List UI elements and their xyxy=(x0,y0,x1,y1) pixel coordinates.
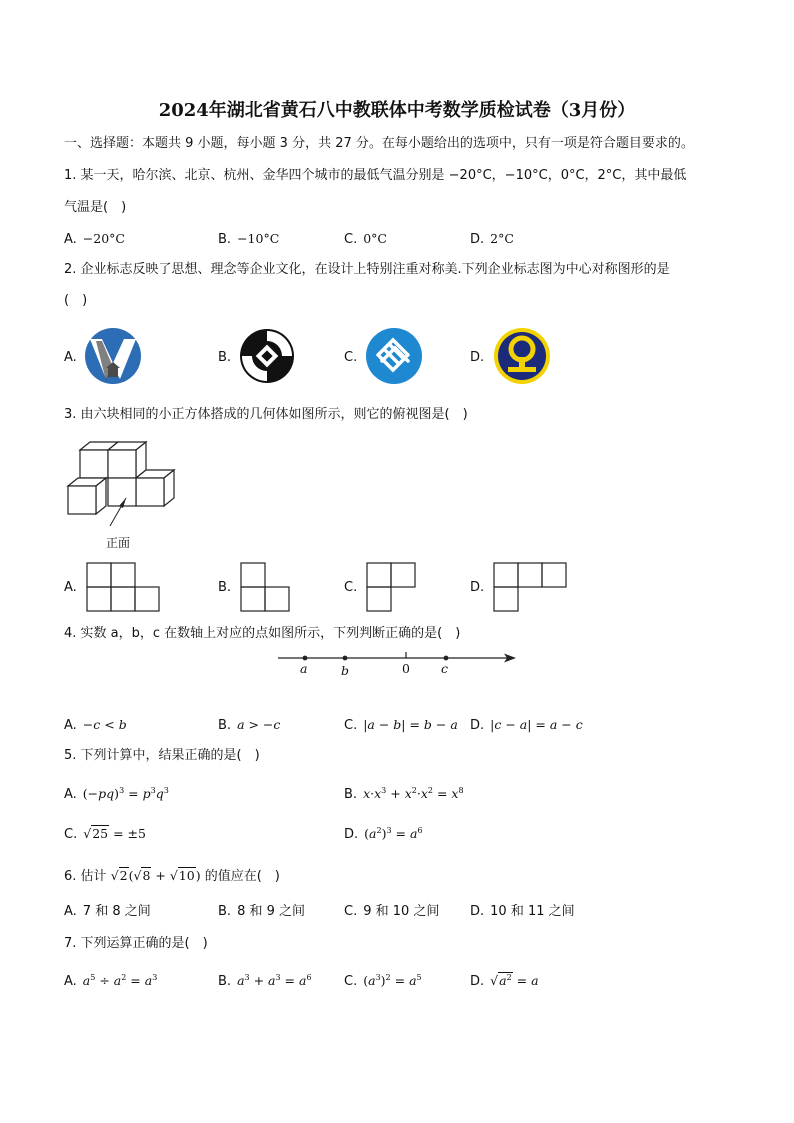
black-swirl-logo-icon xyxy=(238,327,296,385)
q2-option-c-label[interactable]: C. xyxy=(344,350,358,365)
q1-option-a[interactable]: A. −20°C xyxy=(64,231,125,247)
q6-option-d[interactable]: D. 10 和 11 之间 xyxy=(470,904,575,919)
q5-option-a[interactable]: A. $(-pq)^3 = p^3q^3$ xyxy=(64,786,169,802)
q6-option-b[interactable]: B. 8 和 9 之间 xyxy=(218,904,306,919)
q3-option-b-label[interactable]: B. xyxy=(218,580,232,595)
q1-option-d[interactable]: D. 2°C xyxy=(470,231,514,247)
q1-stem-line1: 1. 某一天，哈尔滨、北京、杭州、金华四个城市的最低气温分别是 −20°C，−10°C，0°C，2°C，其中最低 xyxy=(64,168,687,183)
q3-stem: 3. 由六块相同的小正方体搭成的几何体如图所示，则它的俯视图是( ) xyxy=(64,407,468,422)
railway-logo-icon xyxy=(492,327,552,385)
q6-option-c[interactable]: C. 9 和 10 之间 xyxy=(344,904,440,919)
q6-option-a[interactable]: A. 7 和 8 之间 xyxy=(64,904,151,919)
q3-option-a-grid xyxy=(86,562,162,612)
q3-option-a-label[interactable]: A. xyxy=(64,580,77,595)
q7-option-d[interactable]: D. $√a^2 = a$ xyxy=(470,973,539,989)
axis-label-zero: 0 xyxy=(402,661,410,676)
q7-option-b[interactable]: B. $a^3 + a^3 = a^6$ xyxy=(218,973,312,989)
q1-stem-line2: 气温是( ) xyxy=(64,200,127,215)
q5-option-c[interactable]: C. √25 = ±5 xyxy=(64,826,146,842)
page-title: 2024年湖北省黄石八中教联体中考数学质检试卷（3月份） xyxy=(158,100,636,121)
cube-solid-figure xyxy=(64,436,184,536)
q4-option-d[interactable]: D. |c − a| = a − c xyxy=(470,717,583,733)
q3-option-d-grid xyxy=(493,562,569,612)
front-face-label: 正面 xyxy=(106,536,131,550)
q2-stem-line1: 2. 企业标志反映了思想、理念等企业文化，在设计上特别注重对称美.下列企业标志图为中心对称图形的是 xyxy=(64,262,670,277)
axis-label-a: a xyxy=(300,661,308,676)
q3-option-c-grid xyxy=(366,562,418,612)
q7-option-a[interactable]: A. $a^5 \div a^2 = a^3$ xyxy=(64,973,158,989)
q4-option-b[interactable]: B. a > −c xyxy=(218,717,281,733)
w-house-logo-icon xyxy=(84,327,142,385)
q3-option-b-grid xyxy=(240,562,292,612)
china-mobile-logo-icon xyxy=(365,327,423,385)
q3-option-d-label[interactable]: D. xyxy=(470,580,485,595)
q4-option-c[interactable]: C. |a − b| = b − a xyxy=(344,717,458,733)
q2-stem-line2: ( ) xyxy=(64,293,88,308)
q5-option-b[interactable]: B. $x\cdot x^3 + x^2\cdot x^2 = x^8$ xyxy=(344,786,464,802)
number-line xyxy=(276,650,521,680)
q7-option-c[interactable]: C. $(a^3)^2 = a^5$ xyxy=(344,973,422,989)
q2-option-a-label[interactable]: A. xyxy=(64,350,77,365)
section-header: 一、选择题：本题共 9 小题，每小题 3 分，共 27 分。在每小题给出的选项中，只有一项是符合题目要求的。 xyxy=(64,136,694,151)
q2-option-d-label[interactable]: D. xyxy=(470,350,485,365)
q5-option-d[interactable]: D. $(a^2)^3 = a^6$ xyxy=(344,826,423,842)
q4-stem: 4. 实数 a，b，c 在数轴上对应的点如图所示，下列判断正确的是( ) xyxy=(64,626,461,641)
q6-stem: 6. 估计 √2(√8 + √10) 的值应在( ) xyxy=(64,868,280,884)
axis-label-b: b xyxy=(341,663,350,678)
q3-option-c-label[interactable]: C. xyxy=(344,580,358,595)
q1-option-b[interactable]: B. −10°C xyxy=(218,231,280,247)
axis-label-c: c xyxy=(441,661,449,676)
q4-option-a[interactable]: A. −c < b xyxy=(64,717,127,733)
q2-option-b-label[interactable]: B. xyxy=(218,350,232,365)
q1-option-c[interactable]: C. 0°C xyxy=(344,231,387,247)
q5-stem: 5. 下列计算中，结果正确的是( ) xyxy=(64,748,260,763)
q7-stem: 7. 下列运算正确的是( ) xyxy=(64,936,208,951)
